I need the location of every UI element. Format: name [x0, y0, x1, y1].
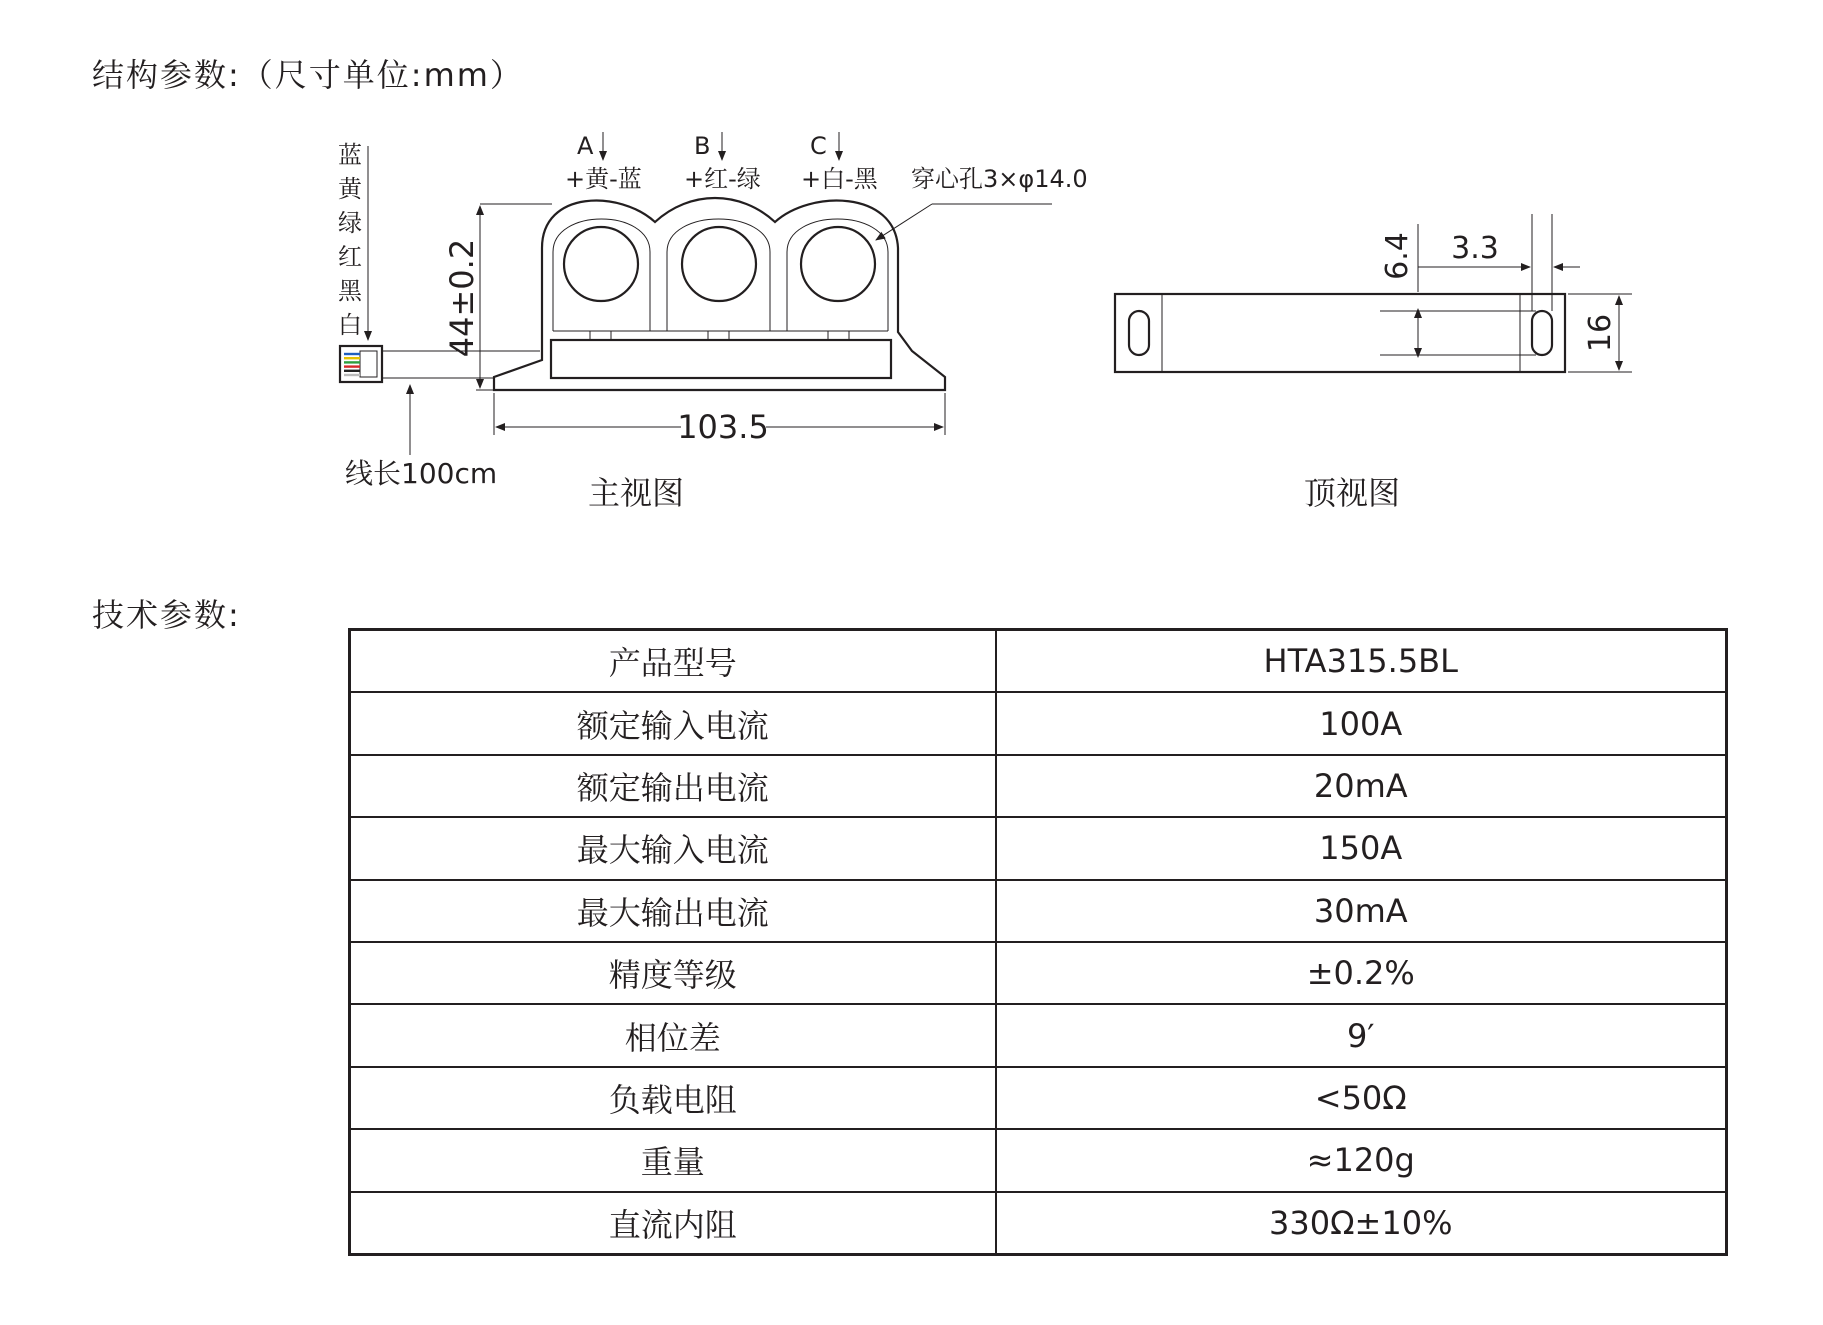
- width-dim-label: 103.5: [677, 408, 769, 446]
- spec-value: 150A: [996, 817, 1727, 879]
- structure-section-title: 结构参数:（尺寸单位:mm）: [92, 56, 524, 94]
- table-row: [350, 630, 1727, 693]
- wire-color-labels: [338, 141, 363, 339]
- spec-value: 30mA: [996, 880, 1727, 942]
- front-view: [338, 132, 1088, 512]
- left-mount-slot: [1129, 311, 1149, 355]
- table-row: [350, 1129, 1727, 1191]
- phase-c-wires: +白-黑: [801, 165, 878, 193]
- top-view-body: [1115, 294, 1565, 372]
- spec-value: ±0.2%: [996, 942, 1727, 1004]
- table-row: [350, 817, 1727, 879]
- wire-color-label: 绿: [338, 209, 362, 237]
- spec-value: 9′: [996, 1004, 1727, 1066]
- through-hole-b: [682, 227, 756, 301]
- spec-label: 最大输出电流: [350, 880, 996, 942]
- spec-table: [348, 628, 1728, 1256]
- wire-color-label: 白: [338, 311, 362, 339]
- spec-label: 直流内阻: [350, 1192, 996, 1255]
- right-mount-slot: [1532, 311, 1552, 355]
- front-view-caption: 主视图: [587, 474, 685, 512]
- through-hole-a: [564, 227, 638, 301]
- spec-label: 额定输入电流: [350, 692, 996, 754]
- top-view-caption: 顶视图: [1303, 474, 1401, 512]
- spec-value: 330Ω±10%: [996, 1192, 1727, 1255]
- wire-connector: [340, 346, 382, 382]
- spec-value: HTA315.5BL: [996, 630, 1727, 693]
- wire-color-label: 黄: [338, 175, 362, 203]
- phase-c-letter: C: [810, 132, 827, 160]
- table-row: [350, 692, 1727, 754]
- table-row: [350, 880, 1727, 942]
- spec-label: 额定输出电流: [350, 755, 996, 817]
- top-height-dim-label: 16: [1583, 313, 1618, 353]
- height-dim-label: 44±0.2: [443, 238, 481, 358]
- spec-label: 负载电阻: [350, 1067, 996, 1129]
- table-row: [350, 1067, 1727, 1129]
- phase-b-wires: +红-绿: [684, 165, 761, 193]
- wire-color-label: 红: [338, 243, 362, 271]
- table-row: [350, 1192, 1727, 1255]
- wire-length-label: 线长100cm: [345, 457, 498, 490]
- through-hole-note: 穿心孔3×φ14.0: [911, 165, 1088, 193]
- spec-label: 重量: [350, 1129, 996, 1191]
- table-row: [350, 1004, 1727, 1066]
- table-row: [350, 755, 1727, 817]
- spec-value: 20mA: [996, 755, 1727, 817]
- base-plate: [551, 340, 891, 378]
- slot-width-dim-label: 3.3: [1451, 231, 1499, 266]
- slot-height-dim-label: 6.4: [1380, 232, 1415, 280]
- spec-label: 相位差: [350, 1004, 996, 1066]
- spec-value: <50Ω: [996, 1067, 1727, 1129]
- spec-label: 产品型号: [350, 630, 996, 693]
- technical-drawing: [0, 0, 1823, 560]
- spec-label: 最大输入电流: [350, 817, 996, 879]
- table-row: [350, 942, 1727, 1004]
- through-hole-c: [801, 227, 875, 301]
- phase-a-wires: +黄-蓝: [565, 165, 642, 193]
- spec-value: ≈120g: [996, 1129, 1727, 1191]
- spec-value: 100A: [996, 692, 1727, 754]
- spec-label: 精度等级: [350, 942, 996, 1004]
- phase-a-letter: A: [577, 132, 594, 160]
- wire-color-label: 蓝: [338, 141, 362, 169]
- top-view: [1115, 214, 1632, 512]
- wire-color-label: 黑: [338, 277, 362, 305]
- tech-section-title: 技术参数:: [92, 596, 241, 634]
- phase-b-letter: B: [694, 132, 711, 160]
